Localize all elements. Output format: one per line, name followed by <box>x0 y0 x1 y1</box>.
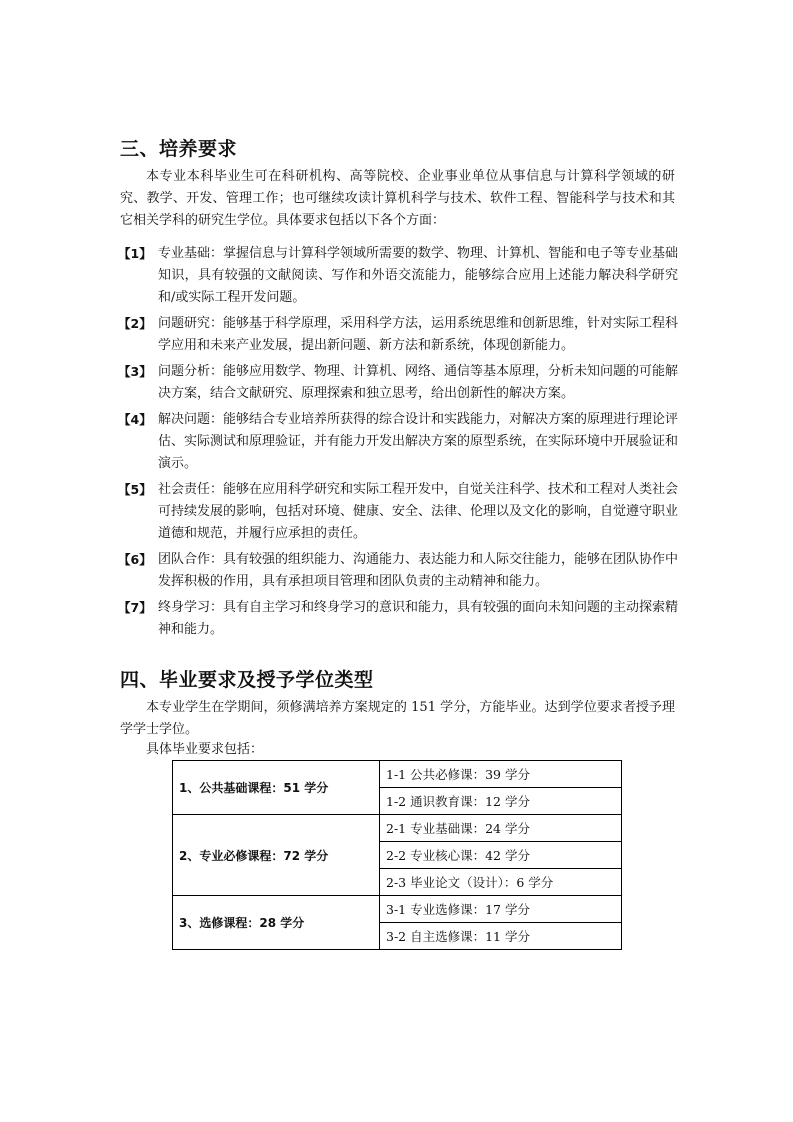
subcategory-cell: 3-1 专业选修课：17 学分 <box>380 896 622 923</box>
requirement-text: 团队合作：具有较强的组织能力、沟通能力、表达能力和人际交往能力，能够在团队协作中发挥积极的作用，具有承担项目管理和团队负责的主动精神和能力。 <box>158 552 679 589</box>
category-cell: 2、专业必修课程：72 学分 <box>173 815 380 896</box>
requirement-text: 社会责任：能够在应用科学研究和实际工程开发中，自觉关注科学、技术和工程对人类社会可持续发展的影响，包括对环境、健康、安全、法律、伦理以及文化的影响，自觉遵守职业道德和规范，并履行应承担的责任。 <box>158 482 679 541</box>
requirement-item <box>118 549 678 593</box>
subcategory-cell: 3-2 自主选修课：11 学分 <box>380 923 622 950</box>
requirement-text: 问题分析：能够应用数学、物理、计算机、网络、通信等基本原理，分析未知问题的可能解决方案，结合文献研究、原理探索和独立思考，给出创新性的解决方案。 <box>158 364 679 401</box>
requirement-item <box>118 243 678 309</box>
category-cell: 3、选修课程：28 学分 <box>173 896 380 950</box>
requirement-number: 【3】 <box>118 364 152 379</box>
section-4-intro: 本专业学生在学期间，须修满培养方案规定的 151 学分，方能毕业。达到学位要求者授予理学学士学位。 <box>120 700 675 737</box>
requirement-number: 【6】 <box>118 552 152 567</box>
category-cell: 1、公共基础课程：51 学分 <box>173 761 380 815</box>
requirement-item <box>118 409 678 475</box>
section-3-title: 三、培养要求 <box>120 138 238 160</box>
requirement-item <box>118 313 678 357</box>
table-row <box>173 896 622 923</box>
section-3-intro: 本专业本科毕业生可在科研机构、高等院校、企业事业单位从事信息与计算科学领域的研究、教学、开发、管理工作；也可继续攻读计算机科学与技术、软件工程、智能科学与技术和其它相关学科的研究生学位。具体要求包括以下各个方面： <box>120 169 675 228</box>
subcategory-cell: 2-1 专业基础课：24 学分 <box>380 815 622 842</box>
requirement-item <box>118 597 678 641</box>
requirement-text: 专业基础：掌握信息与计算科学领域所需要的数学、物理、计算机、智能和电子等专业基础知识，具有较强的文献阅读、写作和外语交流能力，能够综合应用上述能力解决科学研究和/或实际工程开发问题。 <box>158 246 679 305</box>
table-intro: 具体毕业要求包括： <box>146 742 264 757</box>
section-4-title: 四、毕业要求及授予学位类型 <box>120 669 374 691</box>
subcategory-cell: 1-1 公共必修课：39 学分 <box>380 761 622 788</box>
requirements-list <box>118 243 678 645</box>
requirement-text: 解决问题：能够结合专业培养所获得的综合设计和实践能力，对解决方案的原理进行理论评估、实际测试和原理验证，并有能力开发出解决方案的原型系统，在实际环境中开展验证和演示。 <box>158 412 679 471</box>
requirement-item <box>118 361 678 405</box>
subcategory-cell: 2-3 毕业论文（设计）：6 学分 <box>380 869 622 896</box>
subcategory-cell: 2-2 专业核心课：42 学分 <box>380 842 622 869</box>
table-row <box>173 761 622 788</box>
requirement-number: 【5】 <box>118 482 152 497</box>
table-row <box>173 815 622 842</box>
requirement-item <box>118 479 678 545</box>
requirement-text: 终身学习：具有自主学习和终身学习的意识和能力，具有较强的面向未知问题的主动探索精神和能力。 <box>158 600 679 637</box>
requirement-number: 【7】 <box>118 600 152 615</box>
requirement-text: 问题研究：能够基于科学原理，采用科学方法，运用系统思维和创新思维，针对实际工程科学应用和未来产业发展，提出新问题、新方法和新系统，体现创新能力。 <box>158 316 679 353</box>
requirement-number: 【1】 <box>118 246 152 261</box>
requirement-number: 【2】 <box>118 316 152 331</box>
subcategory-cell: 1-2 通识教育课：12 学分 <box>380 788 622 815</box>
requirement-number: 【4】 <box>118 412 152 427</box>
credit-requirements-table <box>172 760 622 950</box>
